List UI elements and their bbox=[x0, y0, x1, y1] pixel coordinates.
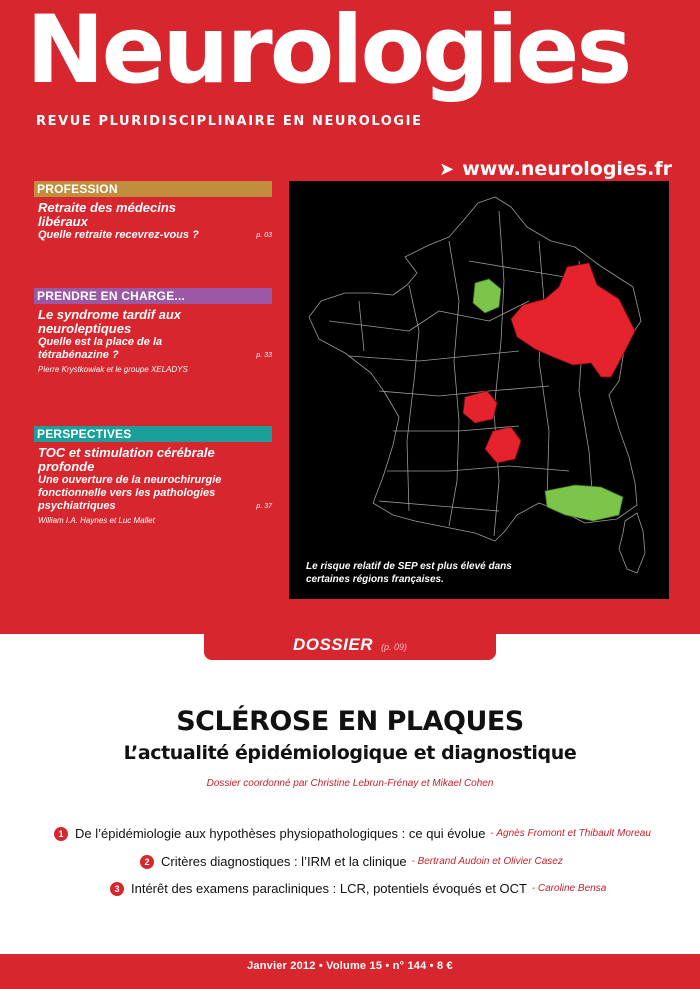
toc-subtitle: Une ouverture de la neurochirurgie fonctionnelle vers les pathologies psychiatriques p. 37 bbox=[38, 474, 272, 512]
toc-item-profession[interactable] bbox=[34, 181, 272, 242]
toc-page: p. 03 bbox=[256, 232, 272, 239]
article-item[interactable] bbox=[110, 881, 606, 896]
toc-item-prendre-en-charge[interactable] bbox=[34, 288, 272, 375]
toc-section-label: PRENDRE EN CHARGE... bbox=[34, 288, 272, 304]
toc-title: Retraite des médecins libéraux bbox=[38, 200, 177, 229]
issue-info: Janvier 2012 • Volume 15 • n° 144 • 8 € bbox=[247, 960, 453, 972]
dossier-page: (p. 09) bbox=[381, 642, 408, 652]
toc-title: TOC et stimulation cérébrale profonde bbox=[38, 445, 215, 474]
article-title: Intérêt des examens paracliniques : LCR, potentiels évoqués et OCT bbox=[131, 881, 527, 896]
dossier-tab[interactable] bbox=[204, 630, 496, 660]
france-sep-risk-map bbox=[289, 181, 669, 599]
article-item[interactable] bbox=[54, 826, 651, 841]
article-number-badge: 1 bbox=[54, 827, 68, 841]
article-authors: - Bertrand Audoin et Olivier Casez bbox=[408, 856, 563, 867]
toc-title: Le syndrome tardif aux neuroleptiques bbox=[38, 307, 182, 336]
journal-title: Neurologies bbox=[26, 0, 630, 105]
journal-subtitle: REVUE PLURIDISCIPLINAIRE EN NEUROLOGIE bbox=[36, 114, 423, 129]
corsica-outline bbox=[619, 513, 645, 573]
website-url: www.neurologies.fr bbox=[462, 158, 672, 180]
toc-page: p. 37 bbox=[256, 503, 272, 510]
toc-item-perspectives[interactable] bbox=[34, 426, 272, 526]
article-authors: - Caroline Bensa bbox=[529, 883, 607, 894]
article-item[interactable] bbox=[140, 854, 563, 869]
article-title: Critères diagnostiques : l’IRM et la clinique bbox=[161, 854, 407, 869]
dossier-coordinators: Dossier coordonné par Christine Lebrun-Frénay et Mikael Cohen bbox=[206, 778, 494, 789]
article-title: De l’épidémiologie aux hypothèses physiopathologiques : ce qui évolue bbox=[75, 826, 486, 841]
article-number-badge: 3 bbox=[110, 882, 124, 896]
toc-subtitle: Quelle retraite recevrez-vous ? p. 03 bbox=[38, 229, 272, 241]
france-map-image bbox=[289, 181, 669, 599]
dossier-subtitle: L’actualité épidémiologique et diagnostique bbox=[123, 742, 577, 764]
toc-authors: Pierre Krystkowiak et le groupe XELADYS bbox=[38, 365, 188, 374]
toc-section-label: PERSPECTIVES bbox=[34, 426, 272, 442]
website-link[interactable] bbox=[439, 158, 672, 180]
toc-authors: William I.A. Haynes et Luc Mallet bbox=[38, 516, 155, 525]
map-caption: Le risque relatif de SEP est plus élevé dans certaines régions françaises. bbox=[306, 561, 512, 585]
arrow-right-icon: ➤ bbox=[439, 158, 455, 180]
article-authors: - Agnès Fromont et Thibault Moreau bbox=[487, 828, 651, 839]
toc-page: p. 33 bbox=[256, 352, 272, 359]
dossier-title: SCLÉROSE EN PLAQUES bbox=[176, 706, 524, 737]
article-number-badge: 2 bbox=[140, 855, 154, 869]
toc-subtitle: Quelle est la place de la tétrabénazine ? p. 33 bbox=[38, 336, 272, 361]
toc-section-label: PROFESSION bbox=[34, 181, 272, 197]
dossier-label: DOSSIER bbox=[292, 635, 373, 654]
